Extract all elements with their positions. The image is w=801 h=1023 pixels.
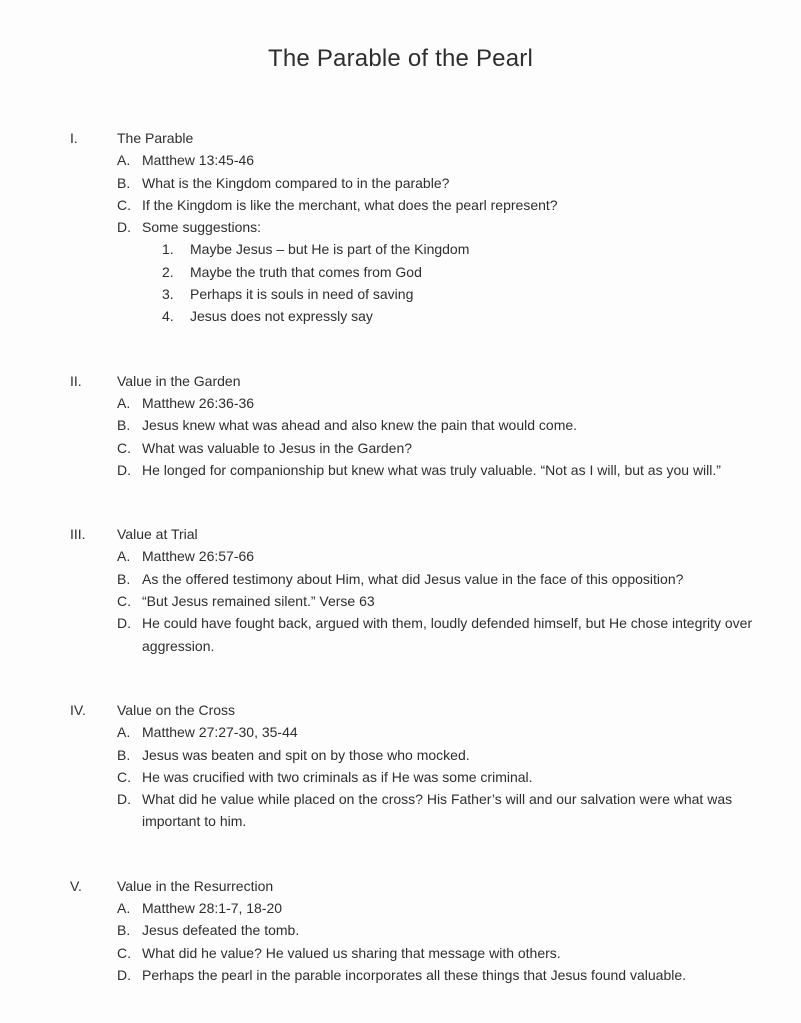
item-text: He could have fought back, argued with them, loudly defended himself, but He chose integrity over aggression. [142,615,753,654]
item-label: D. [117,966,131,983]
page-title: The Parable of the Pearl [268,45,533,72]
section-numeral: I. [70,130,78,146]
subitem-label: 3. [162,286,174,303]
item-label: C. [117,439,131,456]
outline-row [0,875,801,897]
section-heading: The Parable [117,130,194,146]
item-label: D. [117,461,131,478]
outline-row [0,127,801,149]
item-text: Jesus knew what was ahead and also knew the pain that would come. [142,417,578,434]
outline-row [0,172,801,194]
item-text: He longed for companionship but knew what was truly valuable. “Not as I will, but as you will.” [142,461,721,478]
subitem-label: 1. [162,241,174,258]
item-text: Jesus defeated the tomb. [142,922,300,939]
section-heading: Value in the Garden [117,372,241,389]
outline-row [0,261,801,283]
item-label: C. [117,768,131,785]
item-label: C. [117,593,131,610]
outline-section [0,370,801,481]
item-text: He was crucified with two criminals as if He was some criminal. [142,768,533,785]
section-numeral: V. [70,877,82,894]
outline-row [0,744,801,766]
outline-row [0,523,801,545]
item-label: B. [117,746,131,763]
outline-section [0,875,801,986]
outline-row [0,149,801,171]
section-numeral: III. [70,526,86,543]
item-label: A. [117,900,131,917]
outline-row [0,568,801,590]
item-label: B. [117,174,131,191]
section-numeral: II. [70,372,82,389]
item-label: D. [117,219,131,236]
outline-row [0,545,801,567]
outline-row [0,919,801,941]
item-label: A. [117,724,131,741]
outline-row [0,721,801,743]
outline-row [0,238,801,260]
item-label: A. [117,394,131,411]
outline-row [0,897,801,919]
subitem-label: 4. [162,308,174,325]
outline-row [0,964,801,986]
item-label: B. [117,570,131,587]
outline-row [0,216,801,238]
item-text: If the Kingdom is like the merchant, what does the pearl represent? [142,196,558,213]
item-label: A. [117,152,131,169]
subitem-text: Maybe Jesus – but He is part of the Kingdom [190,241,470,258]
item-text: What did he value while placed on the cross? His Father’s will and our salvation were what was important to him. [142,791,733,830]
outline-row [0,194,801,216]
section-heading: Value in the Resurrection [117,877,274,894]
outline-row [0,699,801,721]
outline-section [0,699,801,833]
item-label: D. [117,615,131,632]
outline-row [0,305,801,327]
item-text: Perhaps the pearl in the parable incorporates all these things that Jesus found valuable. [142,966,687,983]
item-text: Matthew 27:27-30, 35-44 [142,724,298,741]
item-text: Matthew 26:36-36 [142,394,255,411]
item-text: Matthew 26:57-66 [142,548,255,565]
item-label: D. [117,791,131,808]
outline-section [0,127,801,328]
item-label: B. [117,417,131,434]
item-label: C. [117,944,131,961]
item-text: As the offered testimony about Him, what did Jesus value in the face of this opposition? [142,570,684,587]
section-heading: Value at Trial [117,526,198,543]
item-text: Matthew 28:1-7, 18-20 [142,900,283,917]
subitem-text: Maybe the truth that comes from God [190,263,422,280]
outline-row [0,283,801,305]
item-text: What was valuable to Jesus in the Garden? [142,439,413,456]
outline-row [0,370,801,392]
outline [0,127,801,986]
section-heading: Value on the Cross [117,701,236,718]
item-text: What is the Kingdom compared to in the parable? [142,174,450,191]
item-text: What did he value? He valued us sharing that message with others. [142,944,561,961]
subitem-text: Perhaps it is souls in need of saving [190,286,414,303]
outline-row [0,392,801,414]
item-text: Some suggestions: [142,219,262,236]
outline-row [0,590,801,612]
item-text: Jesus was beaten and spit on by those who mocked. [142,746,470,763]
outline-section [0,523,801,657]
item-text: Matthew 13:45-46 [142,152,255,169]
item-label: C. [117,196,131,213]
outline-row [0,766,801,788]
outline-row [0,459,801,481]
outline-row [0,942,801,964]
outline-row [0,414,801,436]
outline-row [0,788,801,833]
item-label: A. [117,548,131,565]
item-label: B. [117,922,131,939]
subitem-label: 2. [162,263,174,280]
outline-row [0,612,801,657]
subitem-text: Jesus does not expressly say [190,308,373,325]
outline-row [0,437,801,459]
section-numeral: IV. [70,701,86,718]
item-text: “But Jesus remained silent.” Verse 63 [142,593,375,610]
